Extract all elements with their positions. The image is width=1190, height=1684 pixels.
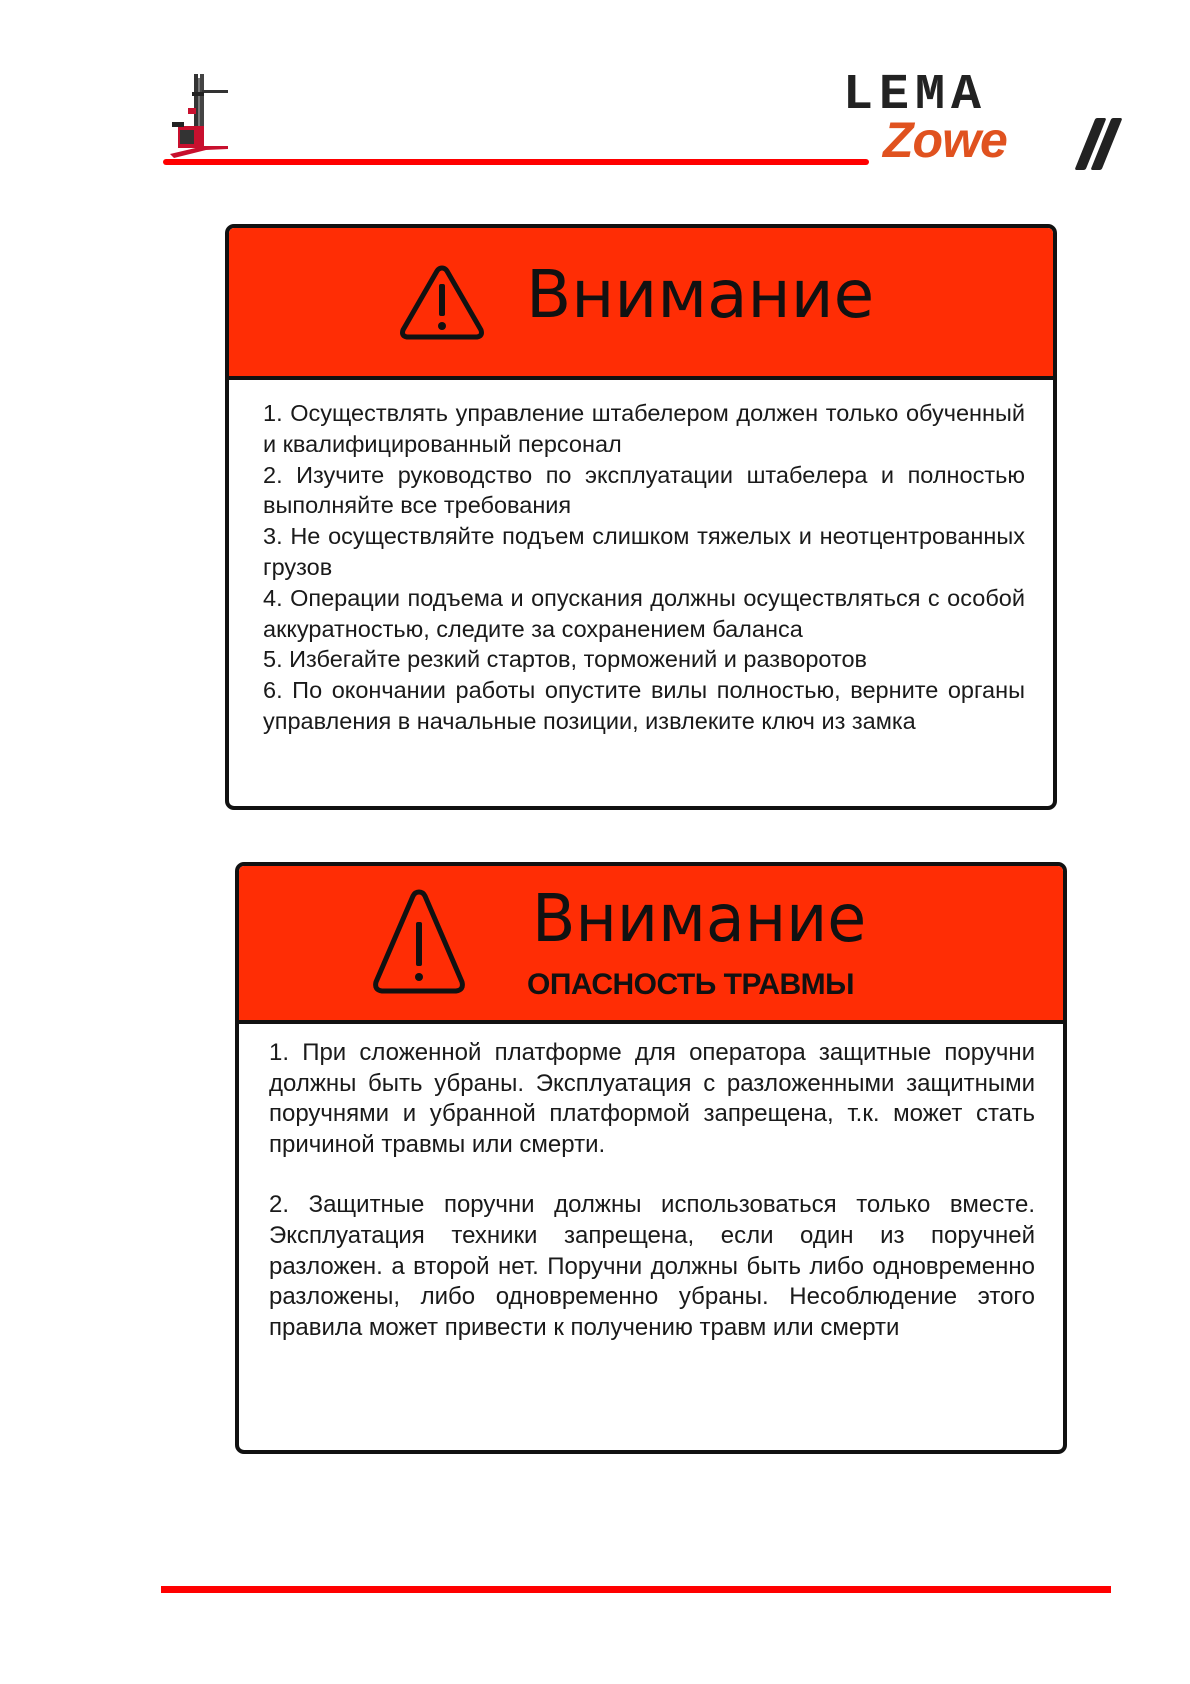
- warning-panel-injury-hazard: [235, 862, 1067, 1454]
- warning-item: 2. Защитные поручни должны использоваться только вместе. Эксплуатация техники запрещена, если один из поручней разложен. а второй нет. Поручни должны быть либо одновременно разложены, либо одновременно убраны. Несоблюдение этого правила может привести к получению травм или смерти: [269, 1191, 1035, 1341]
- warning-title: Внимание: [532, 880, 867, 957]
- warning-item: 4. Операции подъема и опускания должны осуществляться с особой аккуратностью, следите за сохранением баланса: [263, 584, 1025, 642]
- warning-triangle-icon: [370, 886, 468, 998]
- warning-title: Внимание: [526, 256, 875, 333]
- warning-item: 5. Избегайте резкий стартов, торможений и разворотов: [263, 646, 868, 673]
- stacker-forklift-image: [168, 72, 230, 160]
- warning-item: 1. При сложенной платформе для оператора защитные поручни должны быть убраны. Эксплуатация с разложенными защитными поручнями и убранной платформой запрещена, т.к. может стать причиной травмы или смерти.: [269, 1039, 1035, 1158]
- warning-item: 6. По окончании работы опустите вилы полностью, верните органы управления в начальные позиции, извлеките ключ из замка: [263, 677, 1025, 734]
- warning-header: [229, 228, 1053, 380]
- warning-triangle-icon: [398, 262, 486, 342]
- warning-header: [239, 866, 1063, 1024]
- warning-body: [229, 398, 1053, 737]
- logo-lema-text: LEMA: [843, 67, 988, 124]
- warning-body: [239, 1038, 1063, 1343]
- footer-red-rule: [161, 1586, 1111, 1593]
- warning-item: 1. Осуществлять управление штабелером должен только обученный и квалифицированный персонал: [263, 400, 1025, 457]
- logo-zowe-text: Zowe: [883, 112, 1007, 168]
- lema-zowe-logo: [835, 67, 1115, 170]
- warning-subtitle: ОПАСНОСТЬ ТРАВМЫ: [527, 968, 855, 1001]
- header-red-rule: [163, 159, 869, 165]
- warning-item: 3. Не осуществляйте подъем слишком тяжелых и неотцентрованных грузов: [263, 523, 1025, 580]
- warning-item: 2. Изучите руководство по эксплуатации штабелера и полностью выполняйте все требования: [263, 461, 1025, 519]
- warning-panel-general: [225, 224, 1057, 810]
